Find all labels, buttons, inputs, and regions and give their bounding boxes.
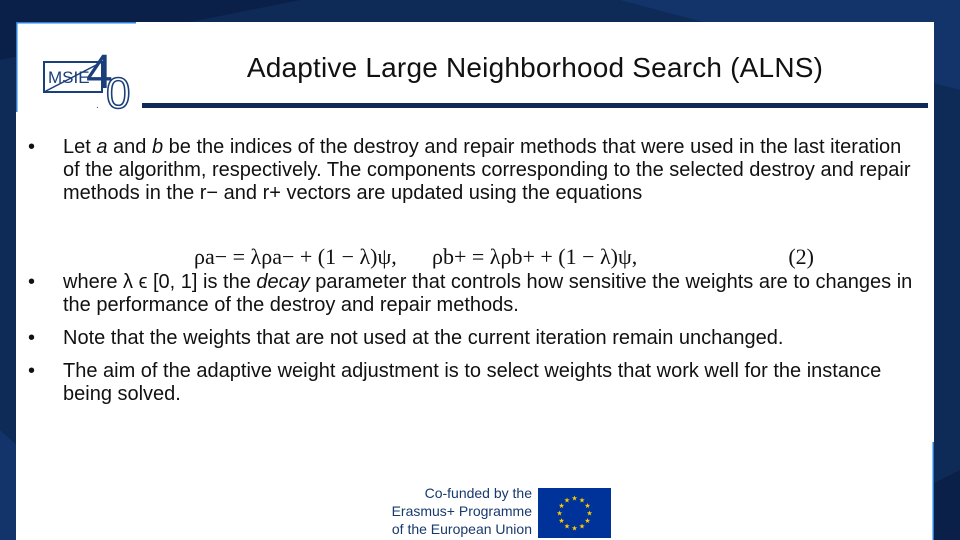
msie-logo (42, 42, 142, 114)
equation-number: (2) (788, 244, 814, 269)
svg-text:MSIE: MSIE (48, 68, 90, 87)
bullet-item (28, 327, 928, 350)
funding-line: Co-funded by the (424, 485, 532, 501)
title-underline (142, 103, 928, 108)
bullet-text: be the indices of the destroy and repair methods that were used in the last iteration of the algorithm, respectively. The components corresponding to the selected destroy and repair methods in the r− and r+ vectors are updated using the equations (63, 136, 911, 204)
bullet-var-b: b (151, 136, 164, 158)
eu-star-icon: ★ (578, 496, 586, 505)
eu-star-icon: ★ (563, 522, 571, 531)
bullet-text: Note that the weights that are not used at the current iteration remain unchanged. (63, 327, 784, 349)
eu-star-icon: ★ (578, 522, 586, 531)
bullet-item (28, 360, 928, 406)
bullet-text: parameter that controls how sensitive the weights are to changes in the performance of the destroy and repair methods. (63, 271, 913, 316)
equation-repair: ρb+ = λρb+ + (1 − λ)ψ, (432, 244, 638, 269)
eu-star-icon: ★ (586, 509, 593, 518)
bullet-text: The aim of the adaptive weight adjustment is to select weights that work well for the instance being solved. (63, 360, 882, 405)
eu-star-icon: ★ (571, 524, 578, 533)
eu-star-icon: ★ (584, 502, 591, 510)
bullet-emphasis: decay (256, 271, 310, 293)
slide-title: Adaptive Large Neighborhood Search (ALNS) (246, 52, 824, 83)
svg-text:0: 0 (106, 69, 131, 114)
bullet-text: Let (63, 136, 97, 158)
svg-text:.: . (96, 100, 99, 111)
bullet-text: and (107, 136, 152, 158)
equation-destroy: ρa− = λρa− + (1 − λ)ψ, (194, 244, 397, 269)
funding-line: of the European Union (391, 521, 532, 537)
svg-text:4: 4 (86, 46, 113, 99)
eu-star-icon: ★ (558, 517, 565, 525)
bullet-var-a: a (96, 136, 108, 158)
funding-line: Erasmus+ Programme (391, 503, 532, 519)
bullet-item (28, 271, 928, 317)
eu-star-icon: ★ (584, 517, 591, 525)
bullet-text: where λ ϵ [0, 1] is the (63, 271, 257, 293)
eu-star-icon: ★ (563, 496, 571, 505)
eu-flag-icon (538, 488, 611, 538)
eu-star-icon: ★ (571, 494, 578, 503)
eu-star-icon: ★ (558, 502, 565, 510)
eu-star-icon: ★ (556, 509, 563, 518)
update-equation (194, 244, 814, 272)
funding-text (372, 484, 532, 538)
bullet-item (28, 136, 913, 205)
